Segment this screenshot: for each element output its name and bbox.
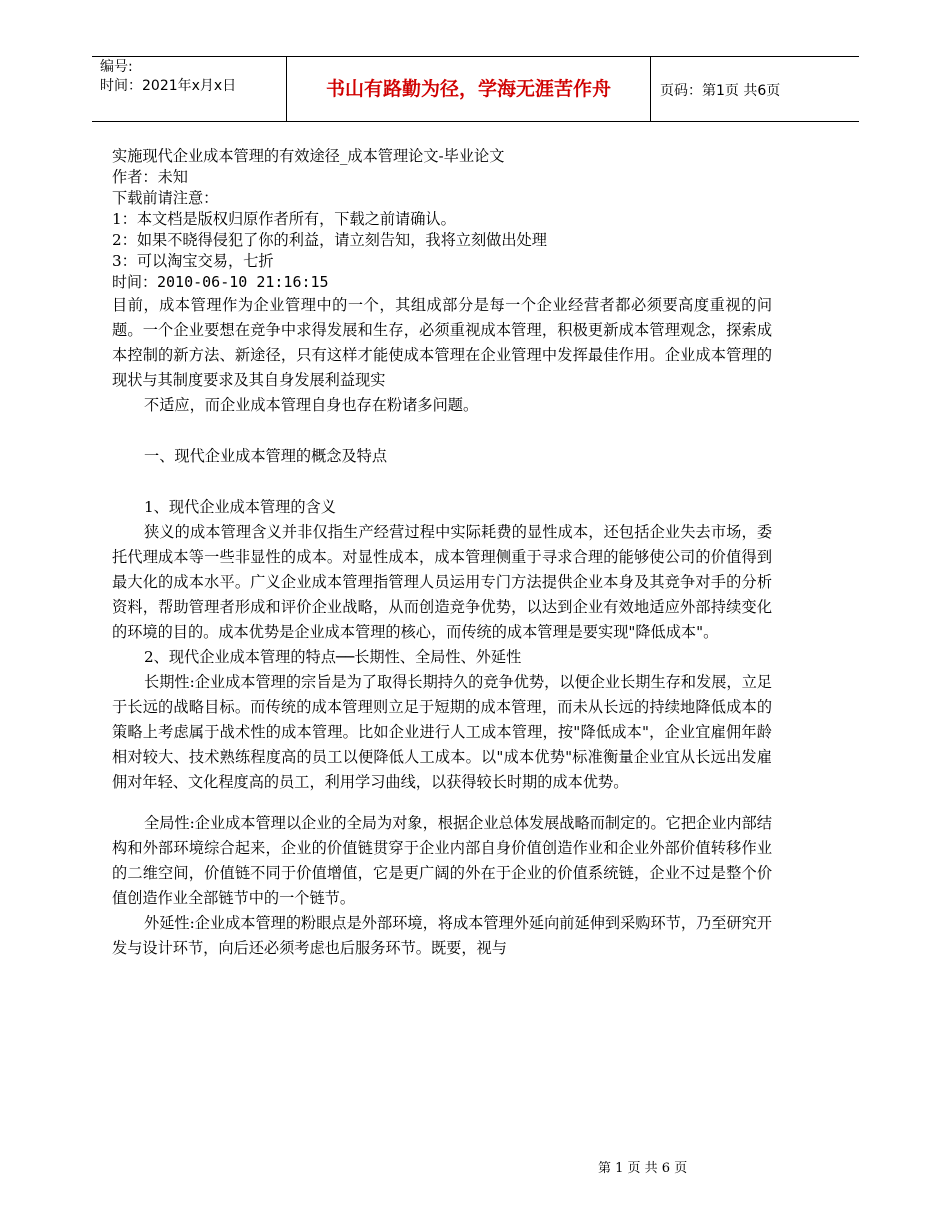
paragraph-definition: 狭义的成本管理含义并非仅指生产经营过程中实际耗费的显性成本，还包括企业失去市场，委托代理成本等一些非显性的成本。对显性成本，成本管理侧重于寻求合理的能够使公司的价值得到最大化的成本水平。广义企业成本管理指管理人员运用专门方法提供企业本身及其竞争对手的分析资料，帮助管理者形成和评价企业战略，从而创造竞争优势，以达到企业有效地适应外部持续变化的环境的目的。成本优势是企业成本管理的核心，而传统的成本管理是要实现"降低成本"。 [112, 523, 772, 641]
download-notice-heading: 下载前请注意： [112, 189, 219, 207]
subsection-heading-1: 1、现代企业成本管理的含义 [144, 498, 336, 516]
page-footer: 第 1 页 共 6 页 [598, 1161, 688, 1176]
intro-continuation: 不适应，而企业成本管理自身也存在粉诸多问题。 [144, 396, 479, 414]
download-notice-2: 2：如果不晓得侵犯了你的利益，请立刻告知，我将立刻做出处理 [112, 231, 547, 249]
paragraph-long-term: 长期性:企业成本管理的宗旨是为了取得长期持久的竞争优势，以便企业长期生存和发展，立足于长远的战略目标。而传统的成本管理则立足于短期的成本管理，而未从长远的持续地降低成本的策略上考虑属于战术性的成本管理。比如企业进行人工成本管理，按"降低成本"，企业宜雇佣年龄相对较大、技术熟练程度高的员工以便降低人工成本。以"成本优势"标准衡量企业宜从长远出发雇佣对年轻、文化程度高的员工，利用学习曲线，以获得较长时期的成本优势。 [112, 673, 772, 791]
article-timestamp: 时间：2010-06-10 21:16:15 [112, 273, 329, 291]
section-heading-1: 一、现代企业成本管理的概念及特点 [144, 447, 387, 465]
document-body [112, 146, 772, 961]
header-meta [100, 58, 236, 96]
header-page-info: 页码：第1页 共6页 [660, 83, 781, 99]
download-notice-3: 3：可以淘宝交易，七折 [112, 252, 274, 270]
article-title: 实施现代企业成本管理的有效途径_成本管理论文-毕业论文 [112, 147, 505, 165]
header-divider-right [650, 56, 651, 121]
subsection-heading-2: 2、现代企业成本管理的特点──长期性、全局性、外延性 [144, 648, 522, 666]
paragraph-extension: 外延性:企业成本管理的粉眼点是外部环境，将成本管理外延向前延伸到采购环节，乃至研究开发与设计环节，向后还必须考虑也后服务环节。既要，视与 [112, 914, 772, 957]
download-notice-1: 1：本文档是版权归原作者所有，下载之前请确认。 [112, 210, 456, 228]
paragraph-global: 全局性:企业成本管理以企业的全局为对象，根据企业总体发展战略而制定的。它把企业内部结构和外部环境综合起来，企业的价值链贯穿于企业内部自身价值创造作业和企业外部价值转移作业的二维空间，价值链不同于价值增值，它是更广阔的外在于企业的价值系统链，企业不过是整个价值创造作业全部链节中的一个链节。 [112, 814, 772, 907]
header-motto: 书山有路勤为径，学海无涯苦作舟 [325, 78, 611, 100]
header-top-rule [92, 56, 859, 57]
document-number-label: 编号: [100, 59, 133, 75]
header-bottom-rule [92, 121, 859, 122]
document-time-label: 时间：2021年x月x日 [100, 78, 237, 94]
intro-paragraph: 目前，成本管理作为企业管理中的一个，其组成部分是每一个企业经营者都必须要高度重视的问题。一个企业要想在竞争中求得发展和生存，必须重视成本管理，积极更新成本管理观念，探索成本控制的新方法、新途径，只有这样才能使成本管理在企业管理中发挥最佳作用。企业成本管理的现状与其制度要求及其自身发展利益现实 [112, 296, 772, 389]
article-author: 作者：未知 [112, 168, 188, 186]
